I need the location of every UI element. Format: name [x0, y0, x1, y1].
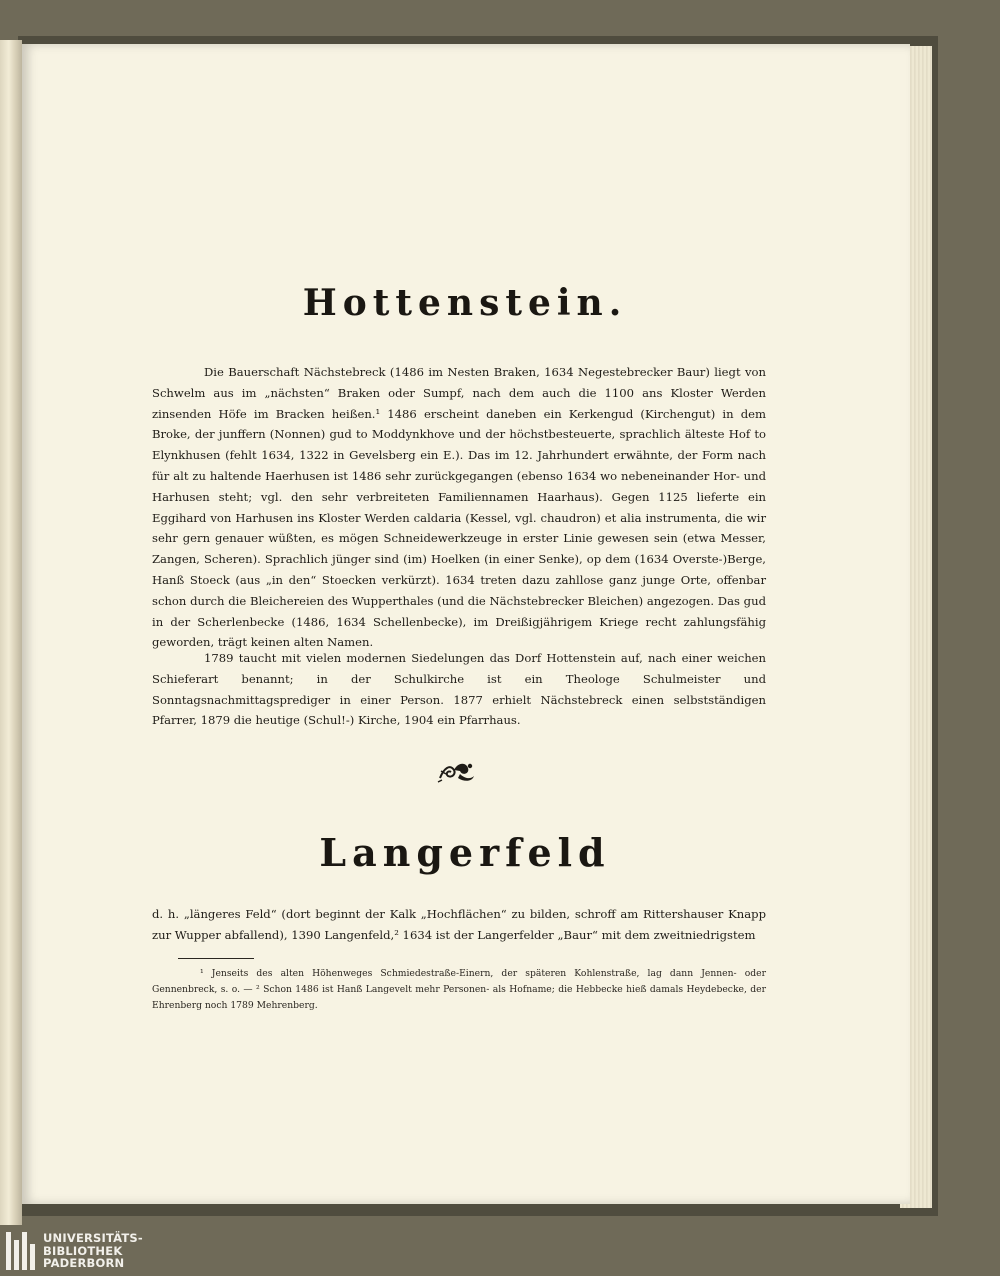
library-logo-icon — [6, 1232, 35, 1270]
library-logo-text — [43, 1232, 143, 1270]
logo-line-1: UNIVERSITÄTS- — [43, 1231, 143, 1246]
paragraph-text: 1789 taucht mit vielen modernen Siedelungen das Dorf Hottenstein auf, nach einer weichen Schieferart benannt; in der Schulkirche ist ein Theologe Schulmeister und Sonntagsnachmittagsprediger in einer Person. 1877 erhielt Nächstebreck einen selbstständigen Pfarrer, 1879 die heutige (Schul!-) Kirche, 1904 ein Pfarrhaus. — [152, 651, 766, 728]
paragraph-text: d. h. „längeres Feld“ (dort beginnt der Kalk „Hochflächen“ zu bilden, schroff am Rittershauser Knapp zur Wupper abfallend), 1390 Langenfeld,² 1634 ist der Langerfelder „Baur“ mit dem zweitniedrigstem — [152, 907, 766, 942]
paragraph-hottenstein-2 — [152, 648, 766, 731]
section-title-hottenstein: Hottenstein. — [302, 282, 628, 324]
footnote-text: ¹ Jenseits des alten Höhenweges Schmiedestraße-Einern, der späteren Kohlenstraße, lag dann Jennen- oder Gennenbreck, s. o. — ² Schon 1486 ist Hanß Langevelt mehr Personen- als Hofname; die Hebbecke hieß damals Heydebecke, der Ehrenberg noch 1789 Mehrenberg. — [152, 968, 766, 1011]
library-logo[interactable] — [6, 1228, 143, 1274]
logo-line-3: PADERBORN — [43, 1256, 125, 1271]
paragraph-text: Die Bauerschaft Nächstebreck (1486 im Nesten Braken, 1634 Negestebrecker Baur) liegt von Schwelm aus im „nächsten“ Braken oder Sumpf, nach dem auch die 1100 ans Kloster Werden zinsenden Höfe im Bracken heißen.¹ 1486 erscheint daneben ein Kerkengud (Kirchengut) in dem Broke, der junffern (Nonnen) gud to Moddynkhove und der höchstbesteuerte, sprachlich älteste Hof to Elynkhusen (fehlt 1634, 1322 in Gevelsberg ein E.). Das im 12. Jahrhundert erwähnte, der Form nach für alt zu haltende Haerhusen ist 1486 sehr zurückgegangen (ebenso 1634 wo nebeneinander Hor- und Harhusen steht; vgl. den sehr verbreiteten Familiennamen Haarhaus). Gegen 1125 lieferte ein Eggihard von Harhusen ins Kloster Werden caldaria (Kessel, vgl. chaudron) et alia instrumenta, die wir sehr gern genauer wüßten, es mögen Schneidewerkzeuge in erster Linie gewesen sein (etwa Messer, Zangen, Scheren). Sprachlich jünger sind (im) Hoelken (in einer Senke), op dem (1634 Overste-)Berge, Hanß Stoeck (aus „in den“ Stoecken verkürzt). 1634 treten dazu zahllose ganz junge Orte, offenbar schon durch die Bleichereien des Wupperthales (und die Nächstebrecker Bleichen) angezogen. Das gud in der Scherlenbecke (1486, 1634 Schellenbecke), im Dreißigjährigem Kriege recht zahlungsfähig geworden, trägt keinen alten Namen. — [152, 365, 766, 650]
logo-line-2: BIBLIOTHEK — [43, 1243, 123, 1258]
left-page-edge — [0, 40, 22, 1225]
footnote — [152, 966, 766, 1014]
viewer-bottom-bar — [0, 1226, 1000, 1276]
footnote-divider — [178, 958, 254, 959]
paragraph-langerfeld — [152, 904, 766, 946]
section-title-langerfeld: Langerfeld — [319, 830, 611, 875]
paragraph-hottenstein-1 — [152, 362, 766, 653]
fleuron-ornament-icon — [436, 758, 478, 784]
